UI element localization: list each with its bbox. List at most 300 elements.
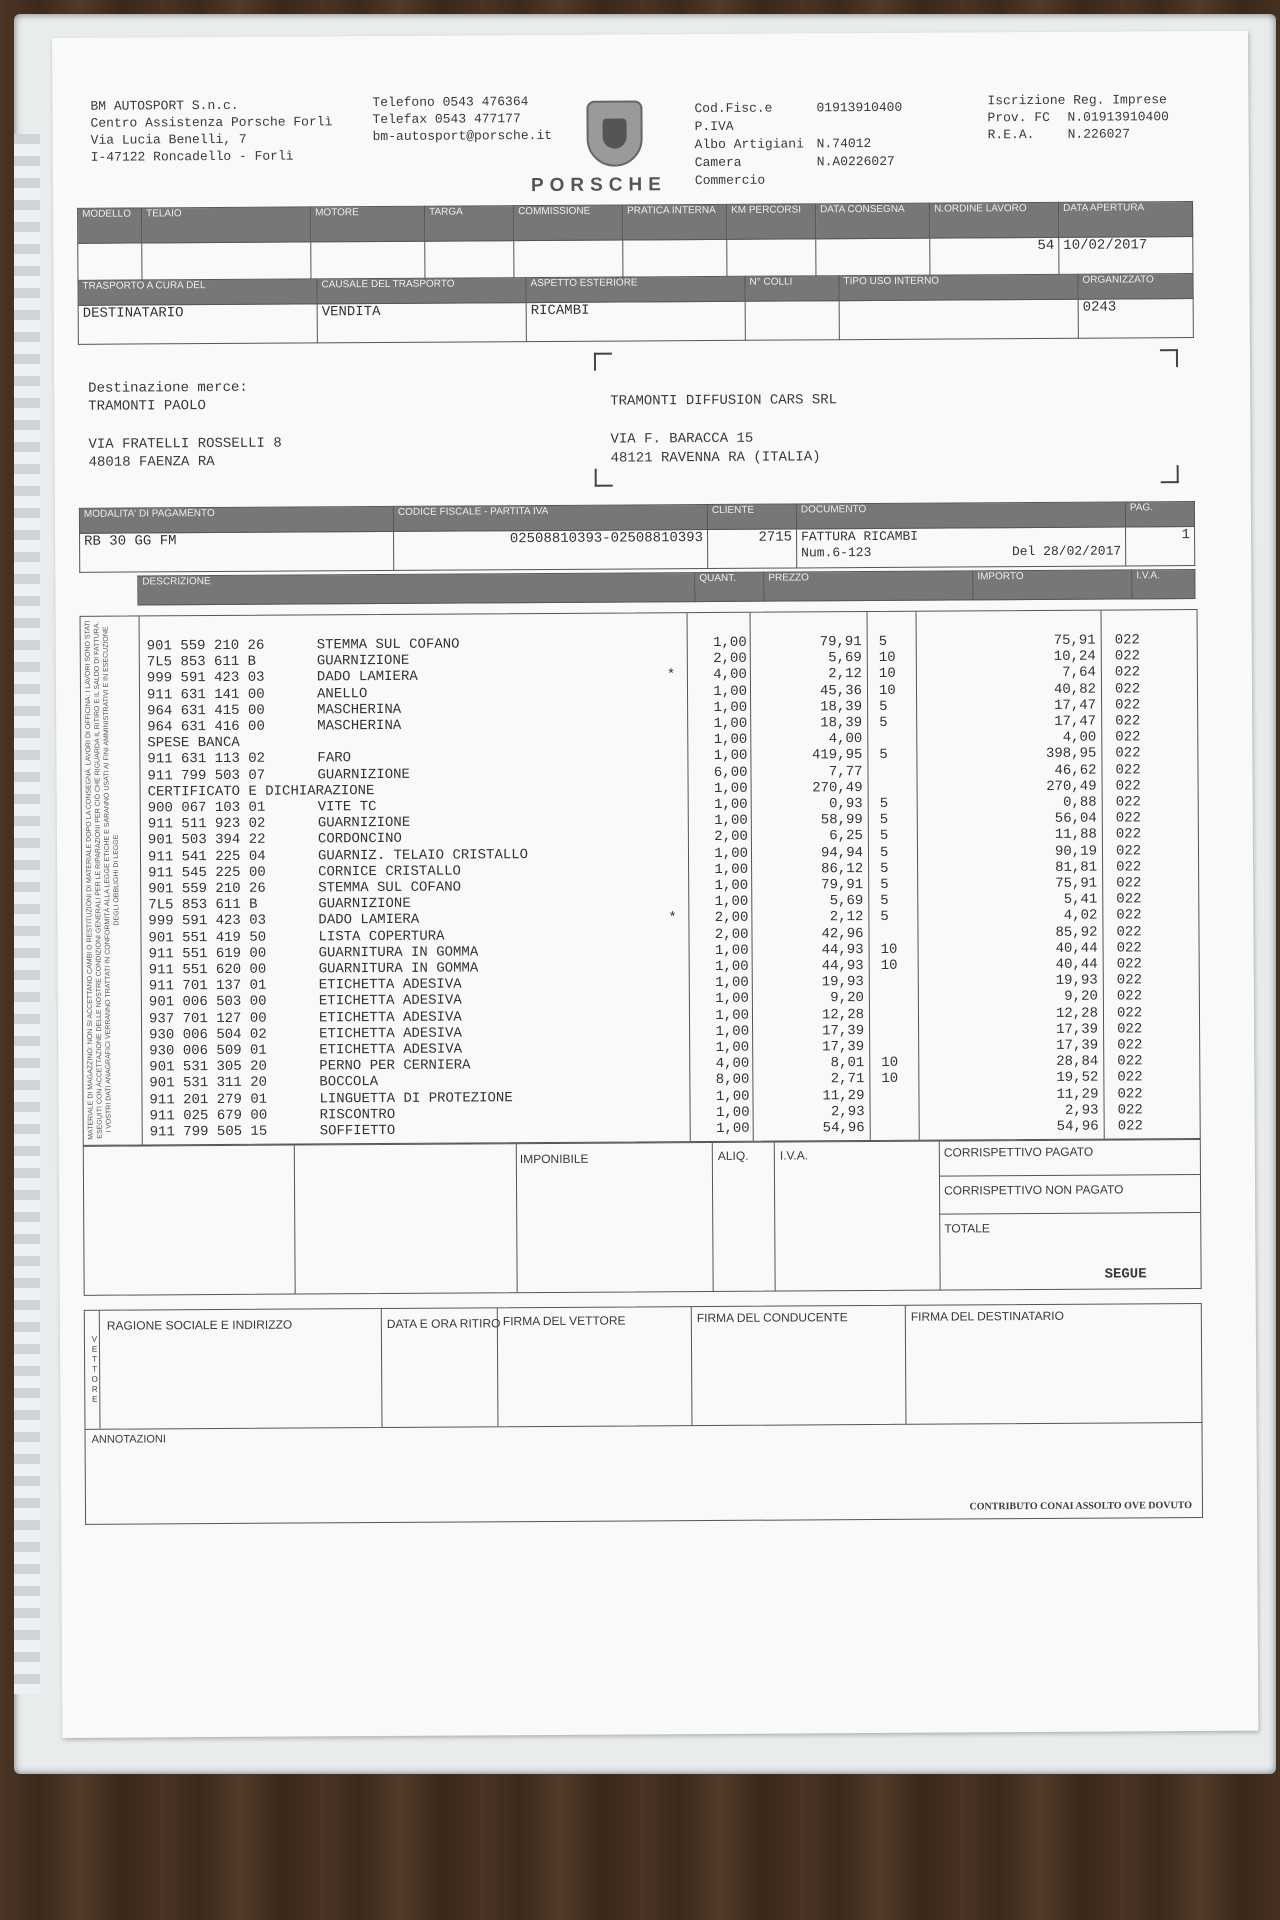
item-qty: 2,00 [713,650,747,668]
item-disc: 5 [880,893,889,910]
email: bm-autosport@porsche.it [372,127,553,145]
item-amount: 398,95 [1045,746,1097,763]
item-disc: 5 [878,633,888,650]
item-desc: STEMMA SUL COFANO [318,879,462,897]
item-qty: 1,00 [714,812,748,830]
destination-street: VIA FRATELLI ROSSELLI 8 [88,435,282,453]
destination-city: 48018 FAENZA RA [88,454,215,471]
window-corner-tl [594,353,612,371]
item-price: 44,93 [821,958,864,975]
item-code: 999 591 423 03 [146,670,265,687]
item-desc: GUARNITURA IN GOMMA [318,960,479,978]
annotations-label: ANNOTAZIONI [91,1433,166,1446]
item-amount: 0,88 [1063,794,1097,811]
item-amount: 2,93 [1064,1102,1099,1119]
porsche-crest-icon [586,100,642,166]
item-desc: GUARNIZIONE [318,896,411,913]
item-amount: 12,28 [1055,1005,1099,1022]
item-code: 911 631 141 00 [146,686,265,704]
item-vat: 022 [1115,794,1141,811]
registry-title: Iscrizione Reg. Imprese [987,92,1167,109]
item-price: 17,39 [822,1039,865,1056]
item-amount: 81,81 [1055,859,1098,876]
label-cliente: CLIENTE [707,504,796,530]
label-descrizione: DESCRIZIONE [138,573,695,605]
item-code: 930 006 504 02 [149,1026,267,1044]
item-code: 964 631 415 00 [147,702,265,720]
item-code: 911 551 620 00 [148,961,267,979]
document-number: Num.6-123 [801,545,872,561]
annotations-box [84,1421,1203,1525]
item-qty: 2,00 [714,829,748,846]
window-corner-tr [1160,349,1178,367]
item-amount: 11,88 [1054,827,1097,844]
item-vat: 022 [1115,697,1141,714]
item-qty: 1,00 [715,1104,750,1121]
item-amount: 17,47 [1054,697,1097,714]
item-price: 6,25 [829,828,863,845]
recipient-name: TRAMONTI DIFFUSION CARS SRL [610,392,838,410]
item-code: 7L5 853 611 B [148,896,258,914]
iva-label: I.V.A. [779,1148,809,1163]
label-pag: PAG. [1125,502,1194,527]
item-price: 2,71 [830,1071,865,1088]
transport-table [77,273,1193,345]
registry-block [987,91,1169,143]
item-desc: GUARNITURA IN GOMMA [318,944,479,962]
item-desc: FARO [317,750,352,767]
item-qty: 1,00 [714,845,749,862]
item-code: 964 631 416 00 [147,718,265,736]
porsche-logo: PORSCHE [530,174,667,197]
item-desc: CORDONCINO [317,831,402,848]
item-qty: 1,00 [714,877,749,894]
contact-block [372,93,552,145]
item-price: 5,69 [828,650,862,667]
document-date: Del 28/02/2017 [1011,543,1122,560]
item-desc: STEMMA SUL COFANO [316,636,460,654]
item-price: 18,39 [820,715,863,732]
destination-label: Destinazione merce: [88,379,248,397]
item-qty: 1,00 [713,780,748,797]
item-vat: 022 [1116,923,1142,941]
totals-box [83,1139,1202,1296]
company-block [90,96,332,165]
item-desc: ETICHETTA ADESIVA [318,976,462,994]
item-vat: 022 [1115,826,1142,843]
recipient-city: 48121 RAVENNA RA (ITALIA) [610,449,821,467]
label-targa: TARGA [425,206,514,242]
item-price: 19,93 [821,974,864,991]
item-code: 911 201 279 01 [149,1091,268,1109]
item-qty: 1,00 [715,1007,750,1024]
item-code: 911 541 225 04 [147,848,266,866]
label-trasporto: TRASPORTO A CURA DEL [78,279,317,305]
item-disc: 5 [880,876,889,893]
item-qty: 1,00 [713,683,748,700]
label-documento: DOCUMENTO [796,502,1125,529]
item-vat: 022 [1116,907,1142,924]
aliq-label: ALIQ. [717,1148,749,1163]
item-code: 999 591 423 03 [148,913,267,930]
organizer: 0243 [1078,299,1193,339]
item-vat: 022 [1117,1118,1143,1135]
label-importo: IMPORTO [973,570,1132,600]
item-disc: 5 [879,795,889,812]
invoice-document [52,31,1258,1738]
item-disc: 5 [879,812,889,829]
item-qty: 1,00 [715,974,749,992]
label-colli: N° COLLI [745,276,839,302]
item-qty: 1,00 [713,731,748,749]
item-price: 17,39 [822,1022,865,1040]
item-mark: * [668,910,677,927]
item-amount: 9,20 [1064,989,1098,1006]
item-desc: ETICHETTA ADESIVA [319,1025,462,1043]
item-desc: ETICHETTA ADESIVA [318,1009,462,1026]
transport-by: DESTINATARIO [78,304,317,344]
destination-address [88,435,281,472]
item-amount: 4,02 [1063,908,1098,925]
item-amount: 10,24 [1053,648,1096,666]
item-code: 911 799 505 15 [149,1123,268,1141]
item-disc: 10 [881,1071,899,1088]
item-amount: 19,93 [1055,972,1098,990]
item-vat: 022 [1116,940,1142,957]
item-price: 2,12 [829,909,864,926]
item-price: 86,12 [821,860,864,878]
item-vat: 022 [1115,761,1141,779]
item-vat: 022 [1117,1102,1143,1119]
item-price: 79,91 [819,634,862,651]
item-amount: 90,19 [1054,843,1098,860]
terms-side-note: MATERIALE DI MAGAZZINO: NON SI ACCETTANO CAMBI O RESTITUZIONI DI MATERIALE DOPO LA CONSEGNA. LAVORI DI OFFICINA: I LAVORI SONO STATI ESEGUITI CON ACCETTAZIONE DELLE NOSTRE CONDIZIONI GENERALI PER LE RIPARAZIONI PER CIÒ CHE RIGUARDA IL RITIRO E IL SALDO DI FATTURA. I VOSTRI DATI ANAGRAFICI VERRANNO TRATTATI IN CONFORMITÀ ALLA LEGGE ETICHE E SARANNO USATI AI FINI AMMINISTRATIVI E IN ESECUZIONE DEGLI OBBLIGHI DI LEGGE [84,620,121,1140]
item-qty: 1,00 [714,893,749,911]
item-code: 911 551 619 00 [148,945,267,963]
piva-value: 01913910400 [816,99,903,116]
item-vat: 022 [1117,1069,1143,1086]
item-code: 911 799 503 07 [147,767,266,785]
item-desc: ETICHETTA ADESIVA [319,1041,463,1059]
item-code: CERTIFICATO E DICHIARAZIONE [147,782,375,801]
item-code: 911 511 923 02 [147,815,266,833]
unpaid-label: CORRISPETTIVO NON PAGATO [944,1182,1124,1198]
item-qty: 1,00 [715,1023,750,1040]
item-price: 2,12 [828,666,862,683]
item-code: 901 503 394 22 [147,832,266,849]
fax: Telefax 0543 477177 [372,111,521,128]
item-mark: * [666,667,676,684]
item-vat: 022 [1116,972,1143,989]
item-vat: 022 [1115,778,1141,795]
item-qty: 1,00 [716,1120,750,1137]
item-amount: 17,47 [1054,713,1097,730]
item-qty: 1,00 [715,991,749,1008]
item-vat: 022 [1115,842,1142,860]
order-number: 54 [930,237,1059,277]
item-desc: CORNICE CRISTALLO [318,863,461,881]
item-desc: MASCHERINA [317,701,402,719]
item-desc: RISCONTRO [319,1106,396,1124]
item-qty: 1,00 [714,942,749,959]
label-aspetto: ASPETTO ESTERIORE [526,276,745,302]
item-code: 911 545 225 00 [148,864,266,882]
window-corner-br [1161,465,1179,483]
item-desc: GUARNIZIONE [317,815,411,832]
window-corner-bl [595,469,613,487]
item-code: 937 701 127 00 [148,1010,267,1028]
item-amount: 17,39 [1056,1037,1099,1054]
item-qty: 4,00 [715,1055,750,1073]
item-disc: 10 [880,941,898,958]
item-price: 270,49 [812,779,863,797]
item-vat: 022 [1114,680,1141,698]
item-vat: 022 [1116,891,1142,908]
transport-reason: VENDITA [317,303,526,343]
item-qty: 1,00 [713,699,748,716]
item-amount: 5,41 [1063,891,1098,909]
item-disc: 5 [879,747,888,764]
label-prezzo: PREZZO [764,571,973,601]
item-price: 5,69 [829,893,864,910]
item-desc: SOFFIETTO [319,1122,396,1140]
label-telaio: TELAIO [142,207,311,243]
prov-label: Prov. FC [987,109,1050,126]
items-header [137,569,1195,605]
item-amount: 56,04 [1054,810,1097,828]
item-code: 901 006 503 00 [148,994,267,1011]
piva-label: Cod.Fisc.e P.IVA [694,100,773,135]
item-disc: 5 [880,860,889,877]
segue-label: SEGUE [1104,1266,1147,1283]
item-desc: MASCHERINA [317,717,402,735]
label-motore: MOTORE [311,206,425,242]
item-vat: 022 [1116,859,1142,876]
item-qty: 4,00 [713,667,747,684]
item-vat: 022 [1116,1004,1143,1022]
item-vat: 022 [1117,1053,1143,1070]
item-price: 45,36 [819,682,863,699]
item-price: 58,99 [820,812,863,829]
label-pagamento: MODALITA' DI PAGAMENTO [79,506,393,533]
item-desc: LISTA COPERTURA [318,928,445,945]
client-code: 2715 [708,529,797,569]
item-price: 54,96 [822,1120,865,1137]
item-qty: 2,00 [714,926,749,943]
item-price: 18,39 [820,698,863,716]
item-disc: 5 [879,844,889,861]
albo-value: N.74012 [816,135,872,152]
item-qty: 6,00 [713,764,748,781]
item-code: 901 559 210 26 [146,637,265,655]
item-code: 911 701 137 01 [148,977,267,995]
page-number: 1 [1126,527,1195,566]
item-price: 419,95 [811,747,863,764]
item-price: 79,91 [821,877,864,894]
label-data-consegna: DATA CONSEGNA [816,203,930,239]
item-code: 901 551 419 50 [148,929,267,947]
item-price: 4,00 [828,731,863,748]
item-desc: DADO LAMIERA [318,912,420,929]
item-vat: 022 [1114,632,1140,649]
destination-name: TRAMONTI PAOLO [88,398,206,415]
item-code: 901 559 210 26 [148,880,266,898]
item-desc: ANELLO [316,685,368,702]
item-disc: 5 [879,714,888,731]
item-code: 911 631 113 02 [147,751,266,768]
item-vat: 022 [1117,1021,1143,1038]
item-price: 11,29 [822,1087,865,1104]
internal-use [839,299,1078,339]
item-vat: 022 [1116,875,1142,892]
item-qty: 1,00 [714,861,749,878]
label-tipo-uso: TIPO USO INTERNO [839,274,1078,300]
item-code: SPESE BANCA [147,735,240,752]
item-vat: 022 [1114,664,1141,681]
appearance: RICAMBI [526,301,745,341]
item-amount: 40,82 [1053,681,1097,698]
total-label: TOTALE [944,1221,990,1236]
item-price: 8,01 [830,1055,865,1072]
company-line2: Centro Assistenza Porsche Forlì [90,114,333,131]
item-desc: PERNO PER CERNIERA [319,1057,471,1075]
item-desc: GUARNIZ. TELAIO CRISTALLO [317,846,529,864]
item-price: 42,96 [821,925,864,942]
item-vat: 022 [1115,713,1141,730]
item-amount: 75,91 [1055,875,1098,892]
carrier-box [84,1303,1203,1430]
conai-note: CONTRIBUTO CONAI ASSOLTO OVE DOVUTO [969,1500,1193,1513]
recipient-street: VIA F. BARACCA 15 [610,430,754,448]
prov-value: N.01913910400 [1067,109,1169,125]
item-vat: 022 [1116,988,1143,1005]
item-qty: 2,00 [714,910,749,927]
item-desc: VITE TC [317,799,377,816]
item-price: 2,93 [830,1103,865,1121]
rea-value: N.226027 [1067,126,1131,142]
item-price: 9,20 [830,990,864,1007]
packages [745,301,839,341]
carrier-signature-label: FIRMA DEL VETTORE [502,1313,626,1329]
opening-date: 10/02/2017 [1059,237,1193,277]
camera-value: N.A0226027 [816,153,895,170]
item-qty: 1,00 [715,1039,750,1056]
item-amount: 54,96 [1056,1118,1099,1135]
driver-signature-label: FIRMA DEL CONDUCENTE [696,1310,848,1326]
item-amount: 40,44 [1055,956,1098,973]
item-vat: 022 [1115,810,1142,827]
item-vat: 022 [1115,745,1141,762]
item-price: 0,93 [829,796,863,813]
item-disc: 10 [878,666,896,683]
item-disc: 10 [881,1055,899,1072]
label-km: KM PERCORSI [727,204,816,240]
item-amount: 19,52 [1056,1070,1099,1087]
item-price: 7,77 [828,763,863,780]
item-amount: 85,92 [1055,924,1098,941]
item-amount: 270,49 [1046,778,1097,795]
item-code: 901 531 305 20 [149,1058,267,1076]
albo-label: Albo Artigiani [694,136,804,153]
binder-holes [14,134,40,1694]
item-qty: 8,00 [715,1072,750,1089]
item-amount: 75,91 [1053,632,1096,649]
item-vat: 022 [1116,956,1142,973]
item-amount: 40,44 [1055,940,1098,957]
carrier-name-label: RAGIONE SOCIALE E INDIRIZZO [106,1317,293,1333]
fiscal-block [694,99,902,190]
item-vat: 022 [1117,1085,1143,1103]
item-desc: BOCCOLA [319,1074,379,1091]
item-desc: GUARNIZIONE [316,653,410,670]
company-name: BM AUTOSPORT S.n.c. [90,97,239,114]
items-table [80,609,1201,1146]
item-code: 901 531 311 20 [149,1075,268,1092]
item-amount: 11,29 [1056,1086,1099,1103]
item-disc: 10 [880,957,898,974]
label-data-apertura: DATA APERTURA [1059,202,1193,238]
order-header-table [77,201,1193,283]
item-vat: 022 [1114,648,1141,665]
payment-method: RB 30 GG FM [80,531,394,572]
imponibile-label: IMPONIBILE [519,1151,589,1167]
pickup-date-label: DATA E ORA RITIRO [386,1316,501,1331]
item-disc: 10 [878,682,896,699]
item-qty: 1,00 [713,634,747,651]
item-qty: 1,00 [713,715,748,732]
item-amount: 46,62 [1054,762,1097,779]
item-disc: 5 [879,828,889,845]
item-desc: DADO LAMIERA [316,669,418,686]
item-desc: LINGUETTA DI PROTEZIONE [319,1089,513,1107]
item-vat: 022 [1117,1037,1143,1054]
label-organizzato: ORGANIZZATO [1078,274,1193,300]
item-code: 930 006 509 01 [149,1042,267,1060]
label-iva: I.V.A. [1132,570,1195,599]
company-city: I-47122 Roncadello - Forlì [90,148,294,165]
item-amount: 7,64 [1062,665,1096,682]
label-cf: CODICE FISCALE - PARTITA IVA [393,505,707,532]
item-code: 900 067 103 01 [147,799,266,817]
document-info [797,527,1126,568]
item-amount: 28,84 [1056,1053,1099,1071]
item-qty: 1,00 [713,748,748,765]
label-quant: QUANT. [695,572,764,601]
payment-table [79,501,1195,573]
document-type: FATTURA RICAMBI [801,528,919,545]
recipient-signature-label: FIRMA DEL DESTINATARIO [910,1308,1065,1324]
label-causale: CAUSALE DEL TRASPORTO [317,278,526,304]
label-modello: MODELLO [78,208,142,243]
item-desc: GUARNIZIONE [317,766,410,783]
item-code: 7L5 853 611 B [146,653,257,671]
item-amount: 17,39 [1056,1021,1099,1038]
item-qty: 1,00 [715,1088,750,1105]
label-ordine: N.ORDINE LAVORO [930,202,1059,238]
item-qty: 1,00 [714,796,748,813]
rea-label: R.E.A. [987,127,1035,143]
carrier-side-label: VETTORE [85,1311,101,1429]
label-pratica: PRATICA INTERNA [623,204,727,240]
tax-code: 02508810393-02508810393 [394,530,708,571]
recipient-block [610,391,837,468]
item-vat: 022 [1115,729,1141,746]
item-disc: 10 [878,650,896,667]
item-price: 94,94 [820,844,864,861]
item-disc: 5 [879,698,888,715]
item-qty: 1,00 [715,958,749,975]
item-desc: ETICHETTA ADESIVA [318,992,462,1010]
